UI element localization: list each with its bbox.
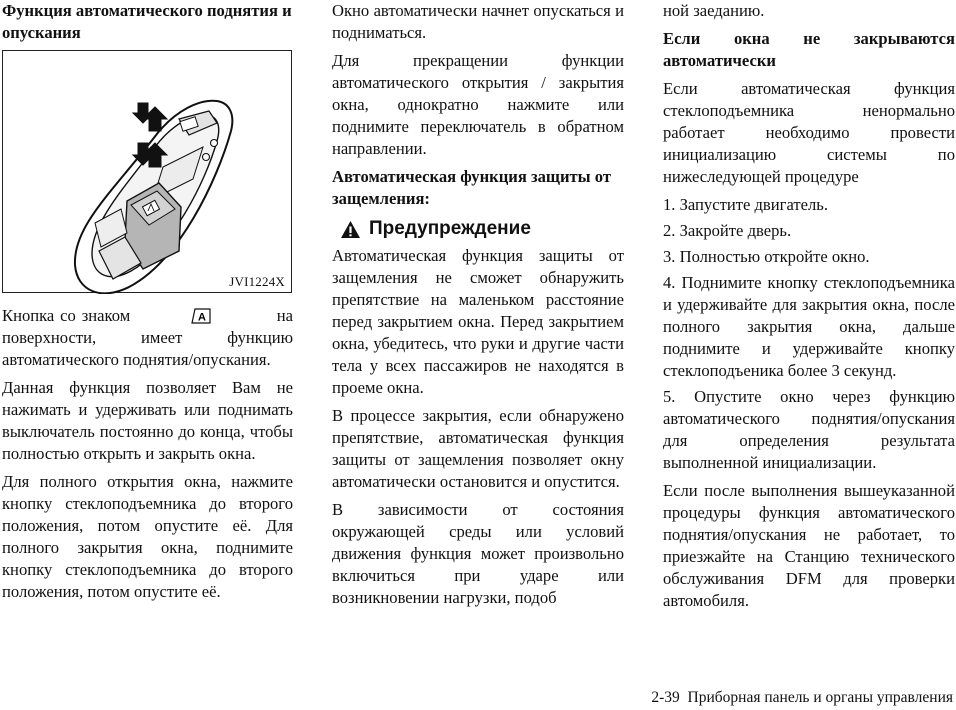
warning-triangle-icon: [340, 220, 361, 239]
initialization-steps: [663, 194, 955, 474]
paragraph-continued: ной заеданию.: [663, 1, 765, 20]
auto-window-heading: Функция автоматического поднятия и опускания: [2, 1, 292, 42]
middle-column: [332, 0, 624, 615]
page-number: 2-39: [651, 689, 680, 706]
step-item: 3. Полностью откройте окно.: [663, 247, 870, 266]
section-title: Приборная панель и органы управления: [687, 689, 953, 706]
paragraph-full-open-close: Для полного открытия окна, нажмите кнопку стеклоподъемника до второго положения, потом опустите её. Для полного закрытия окна, поднимите кнопку стеклоподъемника до второго положения, потом опустите её.: [2, 472, 293, 601]
intro-text-after-icon: на поверхности, имеет функцию автоматического поднятия/опускания.: [2, 306, 294, 369]
auto-symbol-icon: [190, 308, 211, 324]
paragraph-conditions: В зависимости от состояния окружающей среды или условий движения функция может произвольно включиться при ударе или возникновении нагрузки, подоб: [332, 500, 624, 607]
paragraph-obstacle-detected: В процессе закрытия, если обнаружено препятствие, автоматическая функция защиты от защемления позволяет окну автоматически остановится и опустится.: [332, 406, 624, 491]
auto-button-intro: [2, 305, 293, 371]
paragraph-anti-pinch-limit: Автоматическая функция защиты от защемления не сможет обнаружить препятствие на маленьком расстояние перед закрытием окна. Перед закрытием окна, убедитесь, что руки и другие части тела у всех пассажиров не находятся в проеме окна.: [332, 246, 624, 397]
warning-title: Предупреждение: [369, 218, 531, 239]
svg-text:A: A: [198, 311, 207, 324]
left-column: [2, 0, 293, 609]
intro-text-before-icon: Кнопка со знаком: [2, 306, 131, 325]
page-footer: [651, 689, 953, 707]
figure-code-label: JVI1224X: [229, 274, 285, 289]
right-column: [663, 0, 955, 618]
paragraph-function-description: Данная функция позволяет Вам не нажимать и удерживать или поднимать выключатель постоянно до конца, чтобы полностью открыть и закрыть окна.: [2, 378, 293, 463]
anti-pinch-heading: Автоматическая функция защиты от защемления:: [332, 167, 611, 208]
not-closing-heading: Если окна не закрываются автоматически: [663, 29, 955, 70]
paragraph-stop-function: Для прекращении функции автоматического открытия / закрытия окна, однократно нажмите или поднимите переключатель в обратном направлении.: [332, 51, 624, 158]
step-item: 1. Запустите двигатель.: [663, 195, 829, 214]
paragraph-service-station: Если после выполнения вышеуказанной процедуры функция автоматического поднятия/опускания не работает, то приезжайте на Станцию технического обслуживания DFM для проверки автомобиля.: [663, 481, 955, 610]
warning-heading: [340, 216, 624, 242]
paragraph-window-moves: Окно автоматически начнет опускаться и подниматься.: [332, 1, 624, 42]
step-item: 4. Поднимите кнопку стеклоподъемника и удерживайте для закрытия окна, после полного закрытия окна, дальше поднимите и удерживайте кнопку стеклоподъеника более 3 секунд.: [663, 273, 955, 380]
step-item: 5. Опустите окно через функцию автоматического поднятия/опускания для определения результата выполненной инициализации.: [663, 387, 955, 472]
window-switch-figure: [2, 50, 292, 293]
window-switch-illustration: [3, 51, 293, 294]
step-item: 2. Закройте дверь.: [663, 221, 792, 240]
paragraph-initialization-intro: Если автоматическая функция стеклоподъемника ненормально работает необходимо провести инициализацию системы по нижеследующей процедуре: [663, 79, 955, 186]
